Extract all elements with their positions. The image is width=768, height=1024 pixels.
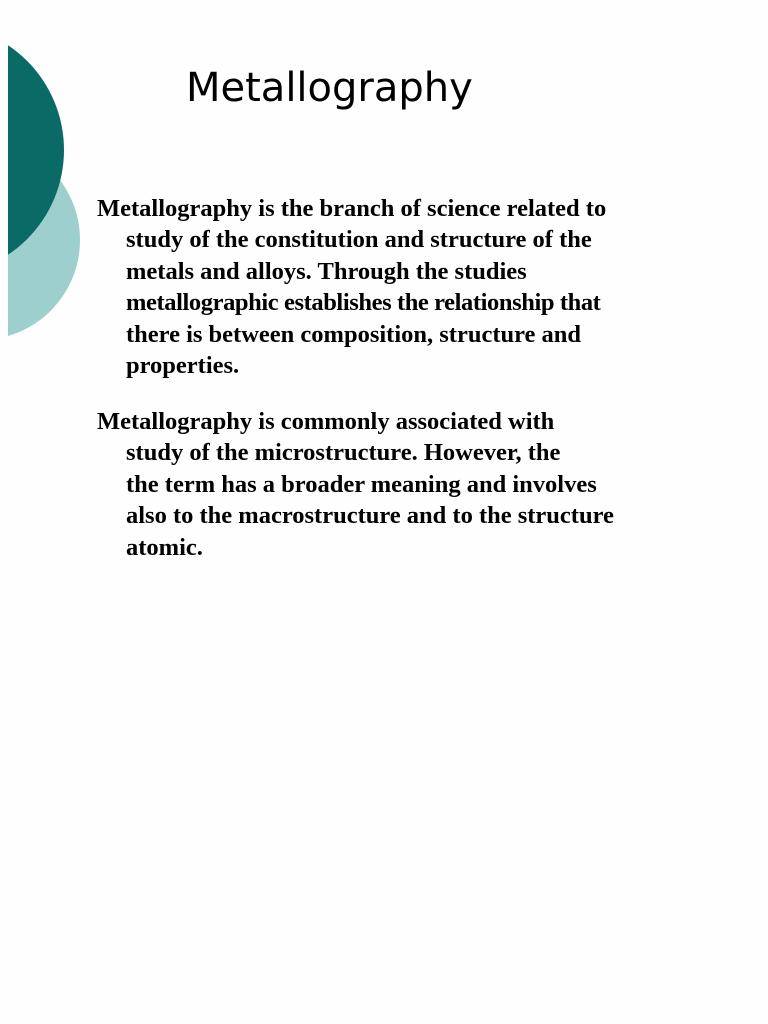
paragraph-line: study of the constitution and structure of the: [126, 226, 592, 254]
paragraph-line: Metallography is the branch of science related to: [97, 195, 607, 222]
paragraph-2: [97, 406, 657, 563]
paragraph-1: [97, 193, 657, 381]
left-edge-cover: [0, 0, 8, 360]
paragraph-line: the term has a broader meaning and involves: [126, 470, 597, 498]
paragraph-line: properties.: [126, 352, 240, 380]
slide-title: Metallography: [186, 65, 473, 111]
paragraph-line: metallographic establishes the relationship that: [126, 289, 601, 317]
paragraph-line: atomic.: [126, 533, 203, 561]
paragraph-line: study of the microstructure. However, the: [126, 439, 561, 467]
paragraph-line: also to the macrostructure and to the structure: [126, 502, 614, 530]
paragraph-line: Metallography is commonly associated with: [97, 408, 555, 435]
paragraph-line: there is between composition, structure and: [126, 320, 582, 348]
decorative-circles: [0, 0, 100, 360]
paragraph-line: metals and alloys. Through the studies: [126, 257, 527, 285]
